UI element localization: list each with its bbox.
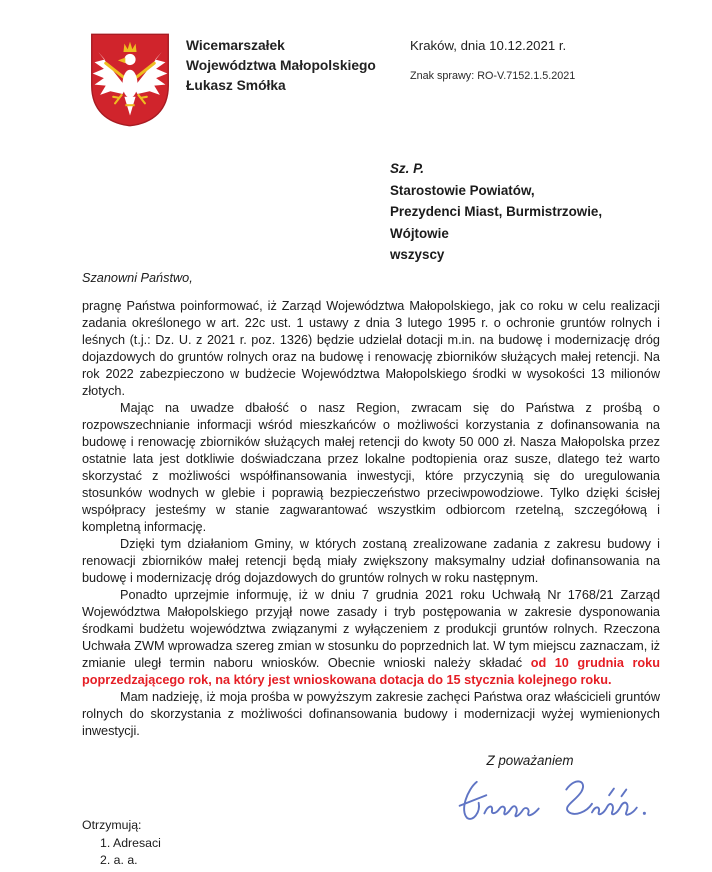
recipient-line: Starostowie Powiatów, [390, 182, 535, 198]
recipient-block [390, 158, 602, 266]
paragraph-text: pragnę Państwa poinformować, iż Zarząd Województwa Małopolskiego, jak co roku w celu realizacji zadania określonego w art. 22c ust. 1 ustawy z dnia 3 lutego 1995 r. o ochronie gruntów rolnych i leśnych (t.j.: Dz. U. z 2021 r. poz. 1326) będzie udzielał dotacji m.in. na budowę i modernizację dróg dojazdowych do gruntów rolnych oraz na budowę i renowację zbiorników służących małej retencji. Na rok 2022 zabezpieczono w budżecie Województwa Małopolskiego środki w wysokości 13 milionów złotych. [82, 299, 660, 398]
distribution-item: 2. a. a. [100, 853, 138, 867]
greeting: Szanowni Państwo, [82, 271, 193, 285]
handwritten-signature [452, 770, 652, 830]
body-paragraph [82, 298, 660, 400]
sender-region: Województwa Małopolskiego [186, 58, 376, 73]
letter-body [82, 270, 660, 740]
recipient-line: wszyscy [390, 247, 445, 262]
paragraph-text: Mam nadzieję, iż moja prośba w powyższym zakresie zachęci Państwa oraz właścicieli gruntów rolnych do skorzystania z możliwości dofinansowania budowy i modernizacji wyżej wymienionych inwestycji. [82, 690, 660, 738]
place-date: Kraków, dnia 10.12.2021 r. [410, 38, 567, 53]
body-paragraph [82, 400, 660, 536]
case-number: Znak sprawy: RO-V.7152.1.5.2021 [410, 70, 576, 82]
body-paragraph [82, 587, 660, 689]
recipient-salutation: Sz. P. [390, 161, 424, 176]
body-paragraph [82, 689, 660, 740]
distribution-block [82, 817, 161, 870]
distribution-item: 1. Adresaci [100, 835, 161, 850]
deadline-highlight: od 10 grudnia roku poprzedzającego rok, na który jest wnioskowana dotacja do 15 stycznia kolejnego roku. [82, 656, 660, 687]
paragraph-text: Mając na uwadze dbałość o nasz Region, zwracam się do Państwa z prośbą o rozpowszechnianie informacji wśród mieszkańców o możliwości korzystania z dofinansowania na budowę i renowację zbiorników służących małej retencji do kwoty 50 000 zł. Nasza Małopolska przez ostatnie lata jest dotkliwie doświadczana przez lokalne podtopienia oraz susze, dlatego też warto skorzystać z możliwości współfinansowania inwestycji, które przyczynią się do uregulowania stosunków wodnych w glebie i poprawią bezpieczeństwo przeciwpowodziowe. Tylko dzięki ścisłej współpracy jesteśmy w stanie zagwarantować wszystkim odbiorcom rzetelną, szczegółową i kompletną informację. [82, 401, 660, 534]
recipient-line: Prezydenci Miast, Burmistrzowie, [390, 204, 603, 219]
sender-title: Wicemarszałek [186, 38, 285, 53]
paragraph-text: Dzięki tym działaniom Gminy, w których zostaną zrealizowane zadania z zakresu budowy i renowacji zbiorników małej retencji będą miały zwiększony maksymalny udział dofinansowania na budowę i modernizację dróg dojazdowych do gruntów rolnych w roku następnym. [82, 537, 660, 585]
recipient-line: Wójtowie [390, 225, 449, 241]
closing-phrase: Z poważaniem [486, 753, 574, 768]
body-paragraph [82, 536, 660, 587]
sender-name: Łukasz Smółka [186, 78, 286, 93]
paragraph-text: Ponadto uprzejmie informuję, iż w dniu 7 grudnia 2021 roku Uchwałą Nr 1768/21 Zarząd Województwa Małopolskiego przyjął nowe zasady i tryb postępowania w zakresie dysponowania środkami budżetu województwa związanymi z wyłączeniem z produkcji gruntów rolnych. Rzeczona Uchwała ZWM wprowadza szereg zmian w stosunku do poprzednich lat. W tym miejscu zaznaczam, iż zmianie uległ termin naboru wniosków. Obecnie wnioski należy składać [82, 588, 660, 670]
sender-block [186, 36, 376, 96]
malopolska-coat-of-arms-icon [88, 30, 172, 130]
distribution-label: Otrzymują: [82, 818, 142, 832]
